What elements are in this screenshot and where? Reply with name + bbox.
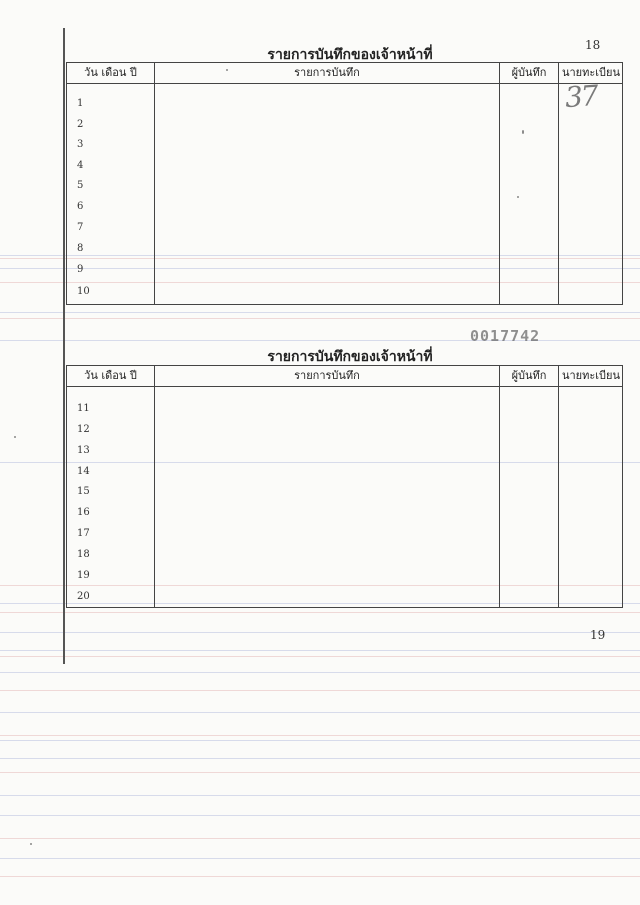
scan-line bbox=[0, 656, 640, 657]
row-number: 19 bbox=[77, 570, 90, 581]
scan-line bbox=[0, 795, 640, 796]
column-header-entry: รายการบันทึก bbox=[294, 369, 360, 382]
row-number: 2 bbox=[77, 119, 84, 130]
row-number: 18 bbox=[77, 549, 90, 560]
scan-line bbox=[0, 858, 640, 859]
scan-line bbox=[0, 815, 640, 816]
row-number: 14 bbox=[77, 466, 90, 477]
column-header-registrar: นายทะเบียน bbox=[561, 66, 620, 79]
handwritten-mark: 37 bbox=[563, 78, 598, 115]
column-header-recorder: ผู้บันทึก bbox=[511, 369, 547, 382]
scan-line bbox=[0, 312, 640, 313]
table-header-top bbox=[67, 63, 622, 84]
row-number: 7 bbox=[77, 222, 84, 233]
row-number: 13 bbox=[77, 445, 90, 456]
page-number-top: 18 bbox=[585, 38, 601, 52]
column-header-recorder: ผู้บันทึก bbox=[511, 66, 547, 79]
scan-line bbox=[0, 735, 640, 736]
row-number: 10 bbox=[77, 286, 90, 297]
scan-line bbox=[0, 740, 640, 741]
row-number: 11 bbox=[77, 403, 90, 414]
row-number: 12 bbox=[77, 424, 90, 435]
scan-line bbox=[0, 712, 640, 713]
column-header-date: วัน เดือน ปี bbox=[84, 369, 137, 382]
register-table-top bbox=[66, 62, 623, 305]
scan-line bbox=[0, 650, 640, 651]
row-number: 5 bbox=[77, 180, 84, 191]
column-header-entry: รายการบันทึก bbox=[294, 66, 360, 79]
table-header-bottom bbox=[67, 366, 622, 387]
row-number: 20 bbox=[77, 591, 90, 602]
scan-line bbox=[0, 838, 640, 839]
scan-line bbox=[0, 772, 640, 773]
scan-line bbox=[0, 632, 640, 633]
row-number: 15 bbox=[77, 486, 90, 497]
scan-speck bbox=[30, 843, 32, 845]
scan-speck bbox=[226, 69, 228, 71]
table-body-top bbox=[67, 84, 622, 304]
page-number-bottom: 19 bbox=[590, 628, 606, 642]
scan-line bbox=[0, 340, 640, 341]
scan-line bbox=[0, 612, 640, 613]
scan-line bbox=[0, 876, 640, 877]
row-number: 1 bbox=[77, 98, 84, 109]
scan-line bbox=[0, 758, 640, 759]
row-number: 9 bbox=[77, 264, 84, 275]
left-margin-rule bbox=[63, 28, 65, 664]
section-title-top: รายการบันทึกของเจ้าหน้าที่ bbox=[267, 47, 433, 63]
row-number: 4 bbox=[77, 160, 84, 171]
column-header-date: วัน เดือน ปี bbox=[84, 66, 137, 79]
column-header-registrar: นายทะเบียน bbox=[561, 369, 620, 382]
scan-line bbox=[0, 318, 640, 319]
scan-speck bbox=[517, 196, 519, 198]
row-number: 17 bbox=[77, 528, 90, 539]
scan-speck bbox=[14, 436, 16, 438]
row-number: 6 bbox=[77, 201, 84, 212]
section-title-bottom: รายการบันทึกของเจ้าหน้าที่ bbox=[267, 349, 433, 365]
row-number: 8 bbox=[77, 243, 84, 254]
scan-speck bbox=[522, 130, 524, 134]
scan-line bbox=[0, 690, 640, 691]
scan-line bbox=[0, 672, 640, 673]
serial-stamp: 0017742 bbox=[470, 327, 541, 345]
table-body-bottom bbox=[67, 387, 622, 607]
row-number: 16 bbox=[77, 507, 90, 518]
register-table-bottom bbox=[66, 365, 623, 608]
row-number: 3 bbox=[77, 139, 84, 150]
